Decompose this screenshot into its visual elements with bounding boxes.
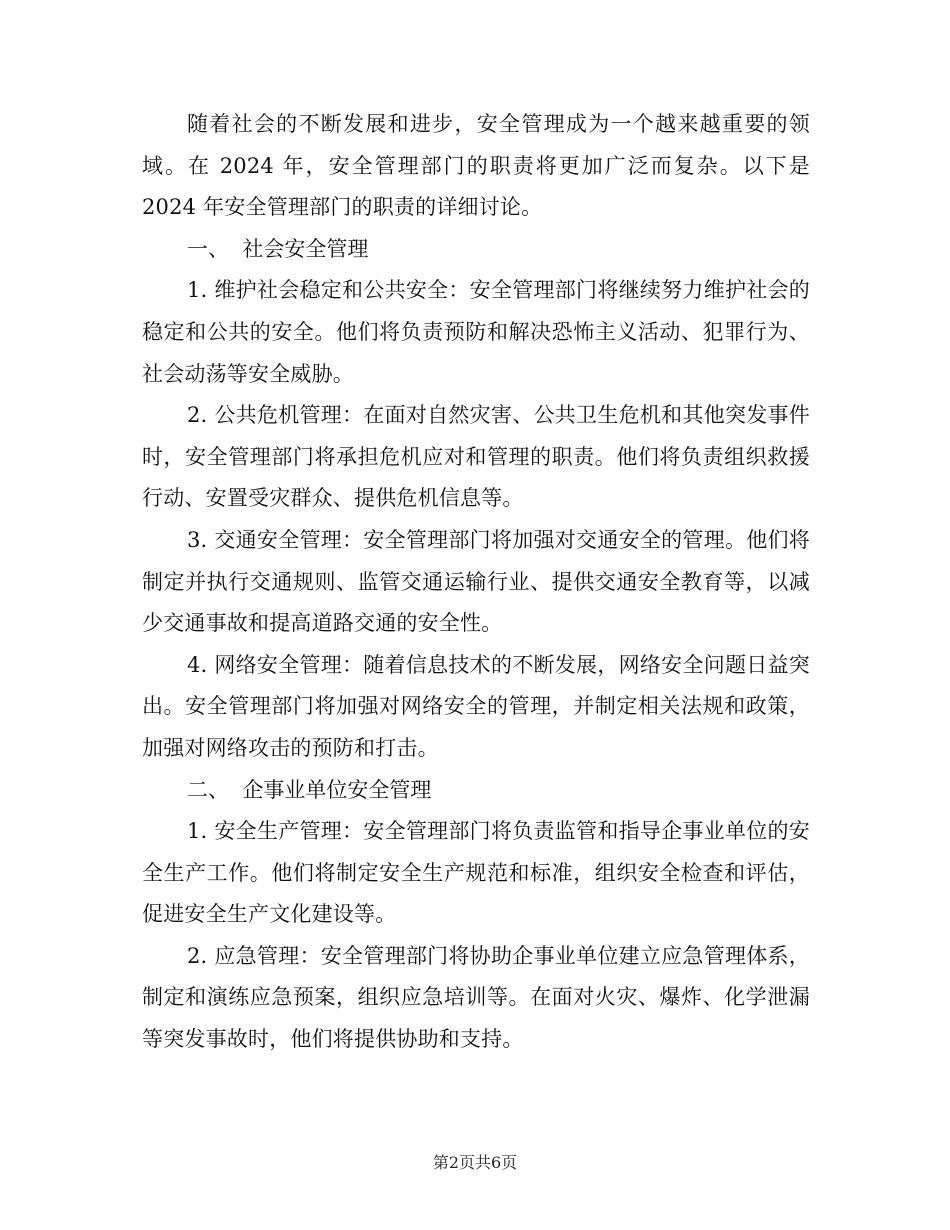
section1-item-4: 4. 网络安全管理：随着信息技术的不断发展，网络安全问题日益突出。安全管理部门将加强对网络安全的管理，并制定相关法规和政策，加强对网络攻击的预防和打击。 — [142, 652, 810, 760]
section-heading-social-security: 一、 社会安全管理 — [187, 236, 369, 261]
page-number-footer: 第2页共6页 — [432, 1153, 518, 1172]
section2-item-1: 1. 安全生产管理：安全管理部门将负责监管和指导企事业单位的安全生产工作。他们将制定安全生产规范和标准，组织安全检查和评估，促进安全生产文化建设等。 — [142, 819, 810, 927]
section1-item-2: 2. 公共危机管理：在面对自然灾害、公共卫生危机和其他突发事件时，安全管理部门将承担危机应对和管理的职责。他们将负责组织救援行动、安置受灾群众、提供危机信息等。 — [142, 403, 810, 511]
section1-item-3: 3. 交通安全管理：安全管理部门将加强对交通安全的管理。他们将制定并执行交通规则、监管交通运输行业、提供交通安全教育等，以减少交通事故和提高道路交通的安全性。 — [142, 527, 810, 636]
intro-paragraph: 随着社会的不断发展和进步，安全管理成为一个越来越重要的领域。在 2024 年，安全管理部门的职责将更加广泛而复杂。以下是 2024 年安全管理部门的职责的详细讨论。 — [142, 112, 810, 220]
section-heading-enterprise-safety: 二、 企事业单位安全管理 — [187, 777, 432, 802]
section2-item-2: 2. 应急管理：安全管理部门将协助企事业单位建立应急管理体系，制定和演练应急预案，组织应急培训等。在面对火灾、爆炸、化学泄漏等突发事故时，他们将提供协助和支持。 — [142, 943, 810, 1052]
section1-item-1: 1. 维护社会稳定和公共安全：安全管理部门将继续努力维护社会的稳定和公共的安全。他们将负责预防和解决恐怖主义活动、犯罪行为、社会动荡等安全威胁。 — [142, 278, 810, 386]
document-body — [142, 104, 810, 1061]
